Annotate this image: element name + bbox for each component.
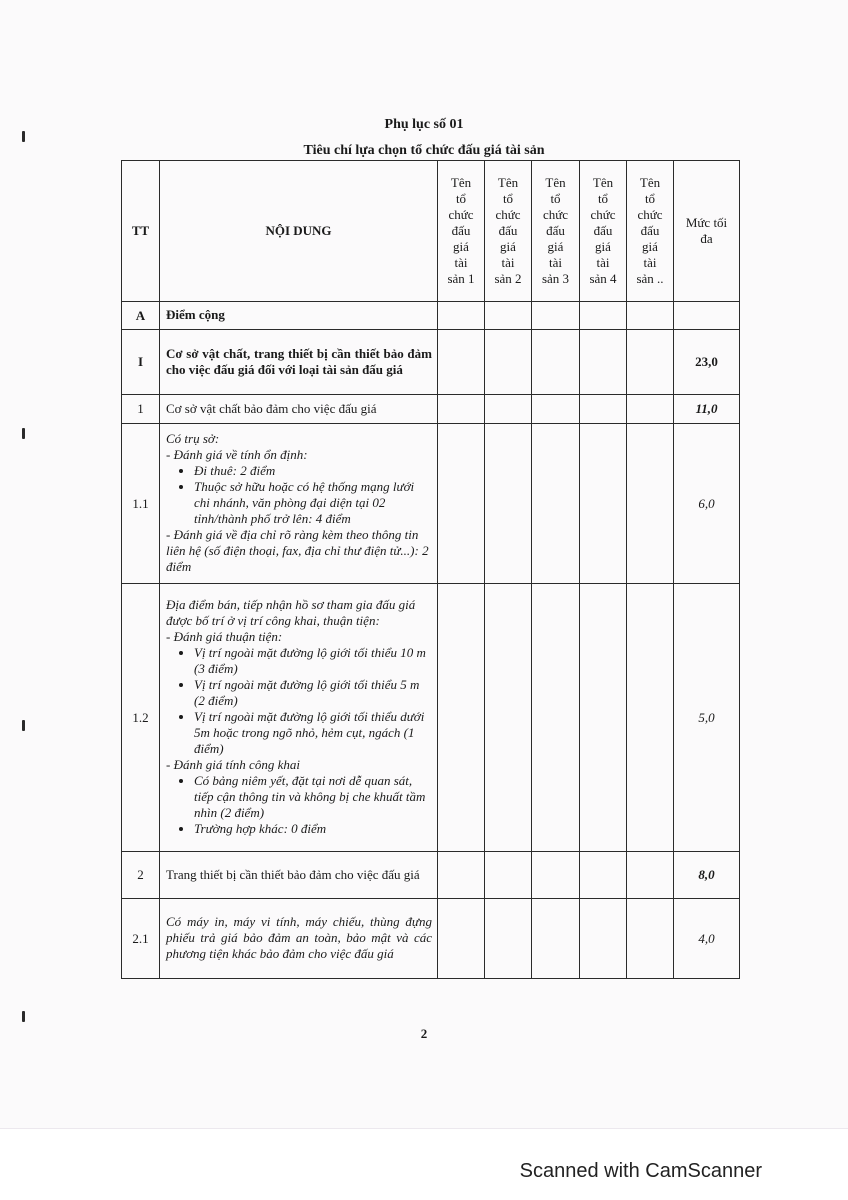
scanner-watermark: Scanned with CamScanner (519, 1160, 762, 1182)
margin-mark (22, 428, 25, 439)
list-item: • Trường hợp khác: 0 điểm (194, 821, 432, 837)
content-line: Có trụ sở: (166, 431, 220, 446)
appendix-title: Phụ lục số 01 (384, 117, 464, 132)
list-item: • Có bảng niêm yết, đặt tại nơi dễ quan sát, tiếp cận thông tin và không bị che khuất tầm nhìn (2 điểm) (194, 773, 432, 821)
list-item: • Vị trí ngoài mặt đường lộ giới tối thiểu 10 m (3 điểm) (194, 645, 432, 677)
header-max-score: Mức tối đa (674, 161, 740, 302)
row-tt: 2 (122, 852, 160, 899)
row-score: 11,0 (674, 395, 740, 424)
content-line: - Đánh giá về địa chỉ rõ ràng kèm theo thông tin liên hệ (số điện thoại, fax, địa chỉ thư điện tử...): 2 điểm (166, 527, 429, 574)
header-org-2: Tên tổ chức đấu giá tài sản 2 (485, 161, 532, 302)
margin-mark (22, 1011, 25, 1022)
row-score: 23,0 (674, 330, 740, 395)
header-row (122, 161, 740, 302)
content-line: - Đánh giá thuận tiện: (166, 629, 283, 644)
header-org-5: Tên tổ chức đấu giá tài sản .. (627, 161, 674, 302)
header-content: NỘI DUNG (160, 161, 438, 302)
list-item: • Vị trí ngoài mặt đường lộ giới tối thiểu dưới 5m hoặc trong ngõ nhỏ, hẻm cụt, ngách (1 điểm) (194, 709, 432, 757)
content-line: - Đánh giá tính công khai (166, 757, 300, 772)
row-2 (122, 852, 740, 899)
row-tt: 1 (122, 395, 160, 424)
row-tt: I (122, 330, 160, 395)
table-caption: Tiêu chí lựa chọn tổ chức đấu giá tài sản (303, 143, 545, 158)
row-2-1 (122, 899, 740, 979)
margin-mark (22, 720, 25, 731)
row-1 (122, 395, 740, 424)
row-1-1 (122, 424, 740, 584)
row-content: Trang thiết bị cần thiết bảo đảm cho việc đấu giá (160, 852, 438, 899)
list-item: • Vị trí ngoài mặt đường lộ giới tối thiểu 5 m (2 điểm) (194, 677, 432, 709)
row-score: 6,0 (674, 424, 740, 584)
row-tt: A (122, 302, 160, 330)
list-item: • Thuộc sở hữu hoặc có hệ thống mạng lưới chi nhánh, văn phòng đại diện tại 02 tỉnh/thành phố trở lên: 4 điểm (194, 479, 432, 527)
row-I (122, 330, 740, 395)
row-content (160, 424, 438, 584)
criteria-table (121, 160, 740, 979)
row-content: Cơ sở vật chất bảo đảm cho việc đấu giá (160, 395, 438, 424)
content-line: Địa điểm bán, tiếp nhận hồ sơ tham gia đấu giá được bố trí ở vị trí công khai, thuận tiện: (166, 597, 416, 628)
row-A (122, 302, 740, 330)
row-tt: 2.1 (122, 899, 160, 979)
row-1-2 (122, 584, 740, 852)
row-content (160, 584, 438, 852)
header-org-4: Tên tổ chức đấu giá tài sản 4 (580, 161, 627, 302)
list-item: • Đi thuê: 2 điểm (194, 463, 432, 479)
row-content: Có máy in, máy vi tính, máy chiếu, thùng đựng phiếu trả giá bảo đảm an toàn, bảo mật và các phương tiện khác bảo đảm cho việc đấu giá (160, 899, 438, 979)
row-tt: 1.1 (122, 424, 160, 584)
header-org-3: Tên tổ chức đấu giá tài sản 3 (532, 161, 580, 302)
content-line: - Đánh giá về tính ổn định: (166, 447, 308, 462)
row-content: Cơ sở vật chất, trang thiết bị cần thiết bảo đảm cho việc đấu giá đối với loại tài sản đấu giá (160, 330, 438, 395)
row-content: Điểm cộng (160, 302, 438, 330)
row-score: 8,0 (674, 852, 740, 899)
row-score: 5,0 (674, 584, 740, 852)
header-tt: TT (122, 161, 160, 302)
header-org-1: Tên tổ chức đấu giá tài sản 1 (438, 161, 485, 302)
row-tt: 1.2 (122, 584, 160, 852)
page-number: 2 (420, 1026, 428, 1041)
row-score: 4,0 (674, 899, 740, 979)
